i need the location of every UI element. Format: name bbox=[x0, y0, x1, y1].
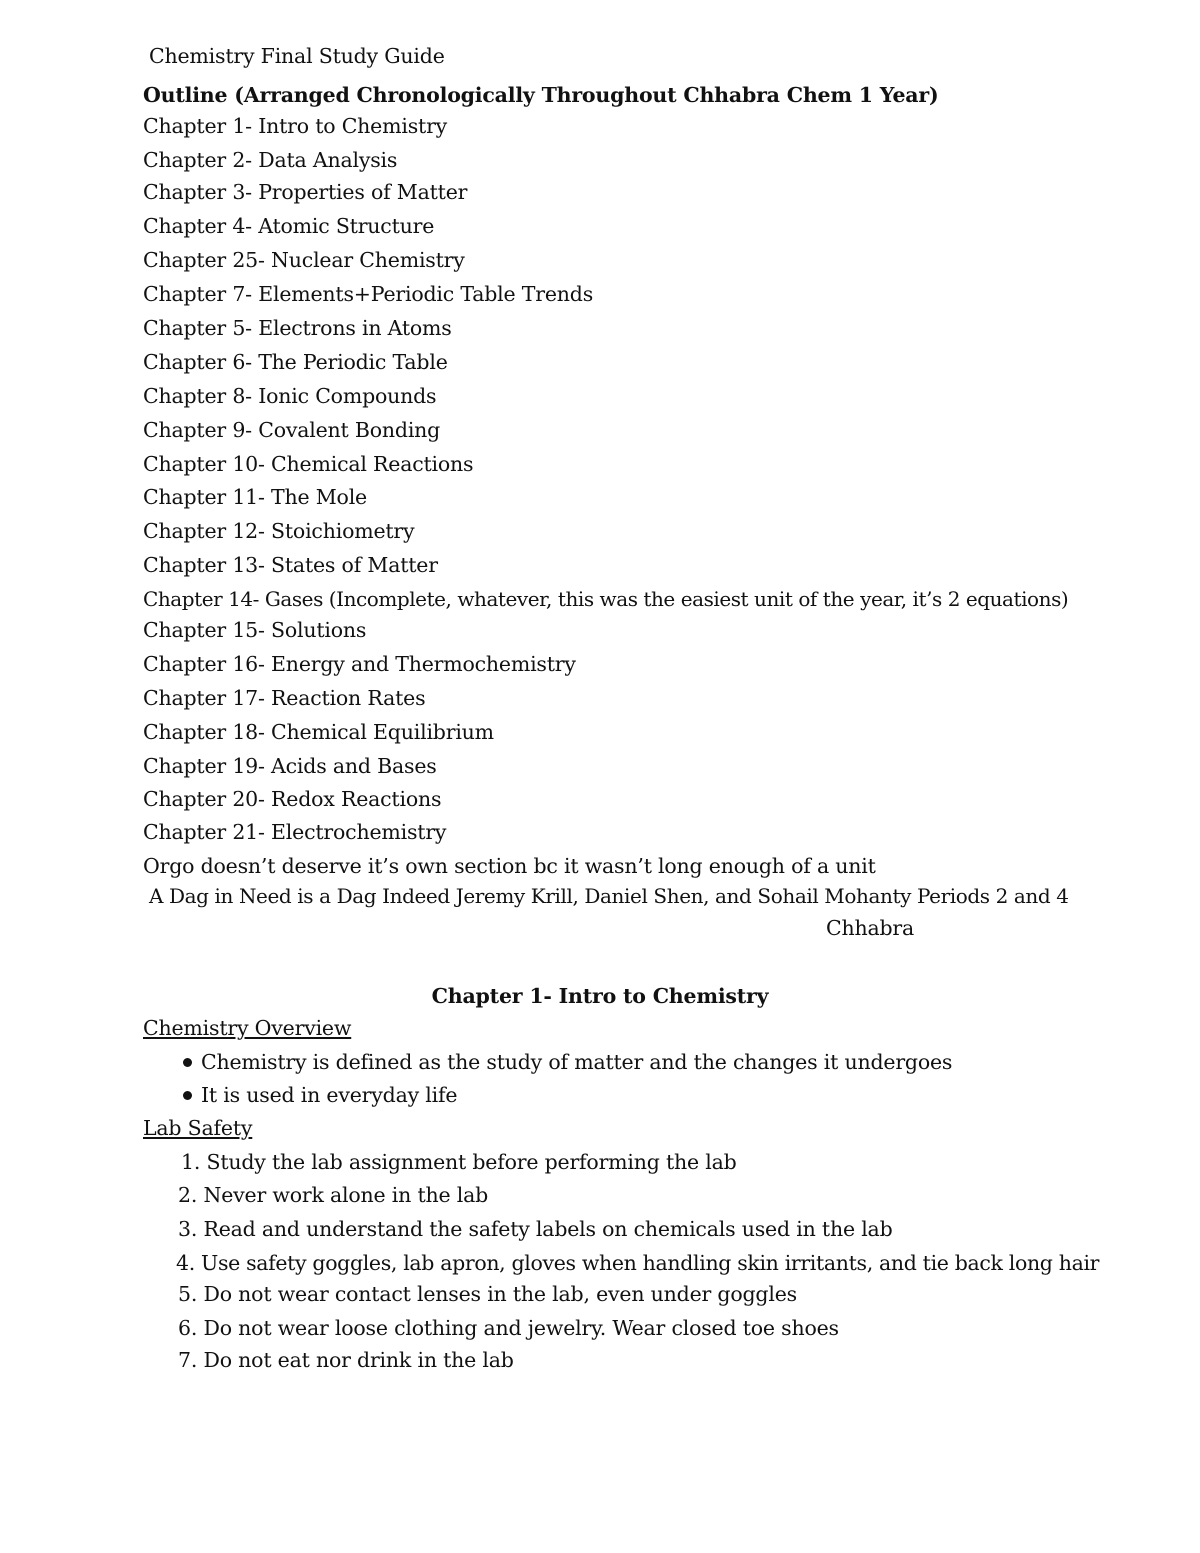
lab-safety-item: 3. Read and understand the safety labels on chemicals used in the lab bbox=[178, 1217, 893, 1241]
lab-safety-item: 4. Use safety goggles, lab apron, gloves when handling skin irritants, and tie back long hair bbox=[176, 1251, 1100, 1275]
outline-item: Chapter 8- Ionic Compounds bbox=[143, 384, 437, 408]
outline-item: Chapter 21- Electrochemistry bbox=[143, 820, 447, 844]
overview-bullet-item: It is used in everyday life bbox=[201, 1083, 458, 1107]
outline-item: Chapter 20- Redox Reactions bbox=[143, 787, 442, 811]
bullet-icon bbox=[183, 1091, 192, 1100]
outline-item: Chapter 25- Nuclear Chemistry bbox=[143, 248, 465, 272]
chapter-1-heading: Chapter 1- Intro to Chemistry bbox=[431, 984, 769, 1008]
outline-item: Chapter 2- Data Analysis bbox=[143, 148, 398, 172]
outline-item: Chapter 13- States of Matter bbox=[143, 553, 438, 577]
outline-item: Chapter 4- Atomic Structure bbox=[143, 214, 435, 238]
outline-item: Chapter 14- Gases (Incomplete, whatever, this was the easiest unit of the year, it’s 2 equations) bbox=[143, 587, 1069, 611]
outline-item: Chapter 9- Covalent Bonding bbox=[143, 418, 441, 442]
outline-item: Chapter 16- Energy and Thermochemistry bbox=[143, 652, 576, 676]
lab-safety-item: 2. Never work alone in the lab bbox=[178, 1183, 489, 1207]
lab-safety-item: 7. Do not eat nor drink in the lab bbox=[178, 1348, 514, 1372]
outline-item: Chapter 17- Reaction Rates bbox=[143, 686, 426, 710]
lab-safety-heading: Lab Safety bbox=[143, 1116, 253, 1140]
bullet-icon bbox=[183, 1058, 192, 1067]
outline-item: Chapter 1- Intro to Chemistry bbox=[143, 114, 448, 138]
lab-safety-item: 5. Do not wear contact lenses in the lab, even under goggles bbox=[178, 1282, 797, 1306]
outline-item: Chapter 3- Properties of Matter bbox=[143, 180, 468, 204]
document-title: Chemistry Final Study Guide bbox=[149, 44, 445, 68]
chemistry-overview-heading: Chemistry Overview bbox=[143, 1016, 352, 1040]
outline-item: Chapter 18- Chemical Equilibrium bbox=[143, 720, 494, 744]
outline-item: Chapter 12- Stoichiometry bbox=[143, 519, 415, 543]
lab-safety-item: 1. Study the lab assignment before performing the lab bbox=[181, 1150, 737, 1174]
outline-item: Chapter 11- The Mole bbox=[143, 485, 367, 509]
overview-bullet-item: Chemistry is defined as the study of matter and the changes it undergoes bbox=[201, 1050, 953, 1074]
outline-item: Chapter 5- Electrons in Atoms bbox=[143, 316, 452, 340]
outline-item: Chapter 6- The Periodic Table bbox=[143, 350, 448, 374]
credits-teacher: Chhabra bbox=[826, 916, 915, 940]
outline-item: Chapter 15- Solutions bbox=[143, 618, 367, 642]
outline-item: Chapter 10- Chemical Reactions bbox=[143, 452, 474, 476]
outline-item: Chapter 19- Acids and Bases bbox=[143, 754, 437, 778]
outline-heading: Outline (Arranged Chronologically Throughout Chhabra Chem 1 Year) bbox=[143, 83, 939, 107]
orgo-note: Orgo doesn’t deserve it’s own section bc it wasn’t long enough of a unit bbox=[143, 854, 876, 878]
outline-item: Chapter 7- Elements+Periodic Table Trends bbox=[143, 282, 594, 306]
lab-safety-item: 6. Do not wear loose clothing and jewelry. Wear closed toe shoes bbox=[178, 1316, 839, 1340]
credits-line: A Dag in Need is a Dag Indeed Jeremy Krill, Daniel Shen, and Sohail Mohanty Periods 2 and 4 bbox=[149, 884, 1069, 908]
